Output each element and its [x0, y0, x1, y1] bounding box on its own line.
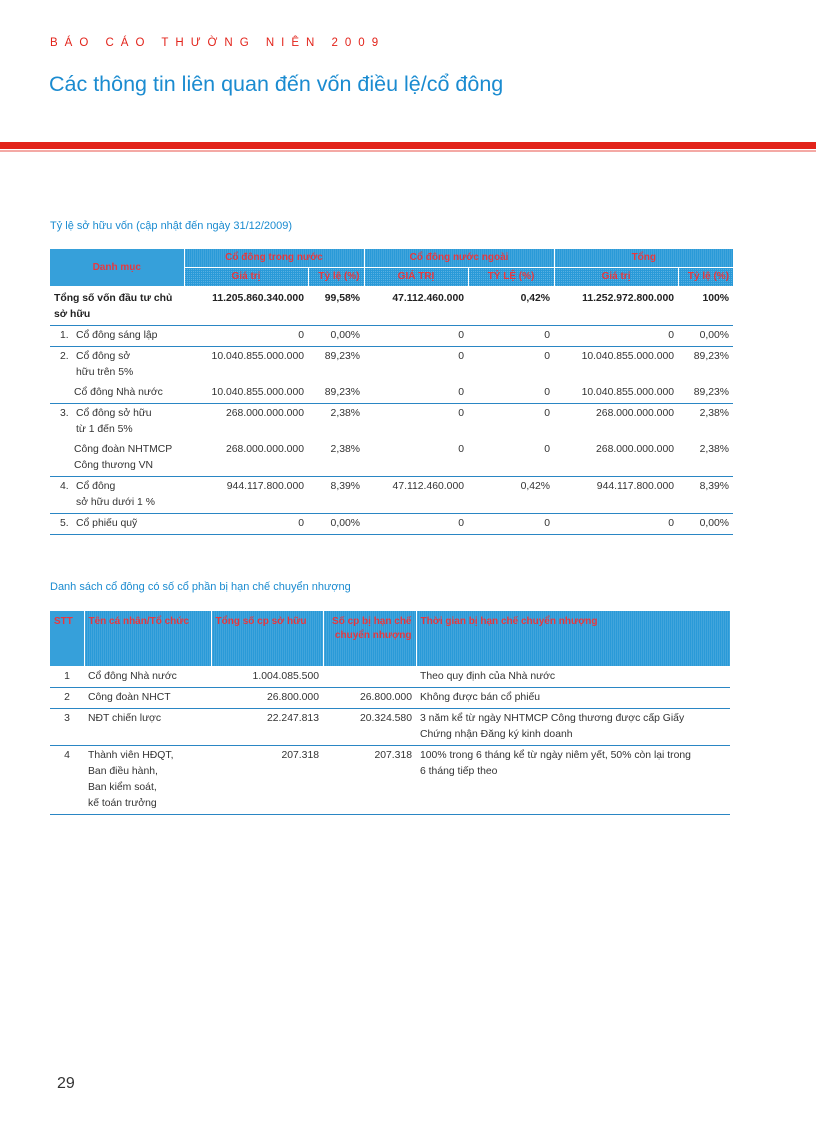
- cell: 0: [364, 440, 468, 477]
- table-row: [50, 666, 730, 687]
- header-category: Danh mục: [50, 249, 184, 287]
- cell: Công đoàn NHCT: [84, 687, 211, 708]
- row-label: 1. Cổ đông sáng lập: [50, 326, 184, 347]
- cell: 0,42%: [468, 477, 554, 514]
- cell: 0: [468, 440, 554, 477]
- cell: 268.000.000.000: [225, 408, 304, 419]
- cell: 1.004.085.500: [211, 666, 323, 687]
- cell: 100% trong 6 tháng kể từ ngày niêm yết, 50% còn lại trong 6 tháng tiếp theo: [416, 745, 730, 814]
- row-label: Cổ đông Nhà nước: [50, 383, 184, 404]
- cell: 47.112.460.000: [364, 477, 468, 514]
- cell: 22.247.813: [211, 708, 323, 745]
- table-row: [50, 514, 733, 535]
- cell: 0: [364, 326, 468, 347]
- cell: 0: [544, 408, 551, 419]
- cell: 2,38%: [308, 440, 364, 477]
- row-label: 5. Cổ phiếu quỹ: [50, 514, 184, 535]
- header-dom-value: Giá trị: [184, 268, 308, 287]
- cell: 2,38%: [699, 408, 730, 419]
- header-tot-ratio: Tỷ lệ (%): [678, 268, 733, 287]
- table-row: [50, 347, 733, 384]
- restricted-section-title: Danh sách cổ đông có số cổ phần bị hạn chế chuyển nhượng: [50, 581, 351, 593]
- cell: 2: [50, 687, 84, 708]
- header-for-ratio: TỶ LỆ (%): [468, 268, 554, 287]
- table-row: [50, 440, 733, 477]
- cell: 4: [50, 745, 84, 814]
- cell: [323, 666, 416, 687]
- cell: 0,00%: [308, 514, 364, 535]
- header-period: Thời gian bị hạn chế chuyển nhượng: [416, 611, 730, 666]
- cell: 0,00%: [678, 326, 733, 347]
- cell: 3 năm kể từ ngày NHTMCP Công thương được cấp Giấy Chứng nhận Đăng ký kinh doanh: [416, 708, 730, 745]
- cell: 100%: [678, 287, 733, 326]
- cell: 0,42%: [468, 287, 554, 326]
- header-for-value: GIÁ TRỊ: [364, 268, 468, 287]
- cell: 8,39%: [678, 477, 733, 514]
- cell: 268.000.000.000: [596, 408, 675, 419]
- cell: 0: [458, 351, 465, 362]
- cell: 11.252.972.800.000: [554, 287, 678, 326]
- cell: 0: [544, 351, 551, 362]
- cell: 47.112.460.000: [364, 287, 468, 326]
- page-title: Các thông tin liên quan đến vốn điều lệ/cổ đông: [49, 72, 504, 96]
- cell: 0: [468, 514, 554, 535]
- header-stt: STT: [50, 611, 84, 666]
- cell: Theo quy định của Nhà nước: [416, 666, 730, 687]
- cell: 0: [554, 514, 678, 535]
- cell: 944.117.800.000: [554, 477, 678, 514]
- cell: 944.117.800.000: [184, 477, 308, 514]
- cell: Thành viên HĐQT, Ban điều hành, Ban kiểm soát, kế toán trưởng: [84, 745, 211, 814]
- cell: Cổ đông Nhà nước: [84, 666, 211, 687]
- header-restricted-shares: Số cp bị hạn chế chuyển nhượng: [323, 611, 416, 666]
- cell: 26.800.000: [211, 687, 323, 708]
- header-name: Tên cá nhân/Tổ chức: [84, 611, 211, 666]
- ownership-section-title: Tỷ lệ sở hữu vốn (cập nhật đến ngày 31/12/2009): [50, 220, 293, 232]
- cell: 0,00%: [308, 326, 364, 347]
- header-dom-ratio: Tỷ lệ (%): [308, 268, 364, 287]
- table-row: [50, 404, 733, 441]
- cell: 10.040.855.000.000: [184, 383, 308, 404]
- table-row: [50, 383, 733, 404]
- cell: 0,00%: [678, 514, 733, 535]
- cell: 89,23%: [678, 383, 733, 404]
- cell: NĐT chiến lược: [84, 708, 211, 745]
- cell: 2,38%: [678, 440, 733, 477]
- header-divider: [0, 142, 816, 149]
- table-row: [50, 687, 730, 708]
- cell: 268.000.000.000: [184, 440, 308, 477]
- header-total: Tổng: [554, 249, 733, 268]
- table-row: [50, 326, 733, 347]
- total-label: Tổng số vốn đầu tư chủ sở hữu: [50, 287, 184, 326]
- restricted-shareholders-table: [50, 611, 730, 815]
- header-domestic: Cổ đông trong nước: [184, 249, 364, 268]
- header-total-shares: Tổng số cp sở hữu: [211, 611, 323, 666]
- cell: Không được bán cổ phiếu: [416, 687, 730, 708]
- row-label: 4. Cổ đông sở hữu dưới 1 %: [50, 477, 184, 514]
- row-label: 2. Cổ đông sở hữu trên 5%: [60, 351, 134, 378]
- cell: 8,39%: [308, 477, 364, 514]
- cell: 10.040.855.000.000: [554, 383, 678, 404]
- cell: 3: [50, 708, 84, 745]
- cell: 2,38%: [330, 408, 361, 419]
- ownership-table: [50, 249, 733, 535]
- header-tot-value: Giá trị: [554, 268, 678, 287]
- cell: 268.000.000.000: [554, 440, 678, 477]
- cell: 0: [364, 514, 468, 535]
- cell: 26.800.000: [323, 687, 416, 708]
- cell: 0: [468, 326, 554, 347]
- cell: 0: [468, 383, 554, 404]
- cell: 20.324.580: [323, 708, 416, 745]
- header-foreign: Cổ đông nước ngoài: [364, 249, 554, 268]
- table-row: [50, 477, 733, 514]
- cell: 99,58%: [308, 287, 364, 326]
- cell: 89,23%: [324, 351, 361, 362]
- cell: 10.040.855.000.000: [581, 351, 675, 362]
- row-label: Công đoàn NHTMCP Công thương VN: [50, 440, 184, 477]
- cell: 0: [458, 408, 465, 419]
- cell: 0: [364, 383, 468, 404]
- cell: 0: [554, 326, 678, 347]
- cell: 0: [184, 514, 308, 535]
- table-row: [50, 708, 730, 745]
- cell: 207.318: [323, 745, 416, 814]
- row-label: 3. Cổ đông sở hữu từ 1 đến 5%: [60, 408, 152, 435]
- page-number: 29: [57, 1075, 75, 1092]
- header-divider-shadow: [0, 150, 816, 152]
- cell: 11.205.860.340.000: [184, 287, 308, 326]
- cell: 0: [184, 326, 308, 347]
- cell: 89,23%: [308, 383, 364, 404]
- cell: 207.318: [211, 745, 323, 814]
- cell: 10.040.855.000.000: [211, 351, 304, 362]
- table-row-total: [50, 287, 733, 326]
- report-label: BÁO CÁO THƯỜNG NIÊN 2009: [50, 37, 386, 49]
- cell: 1: [50, 666, 84, 687]
- table-row: [50, 745, 730, 814]
- cell: 89,23%: [693, 351, 730, 362]
